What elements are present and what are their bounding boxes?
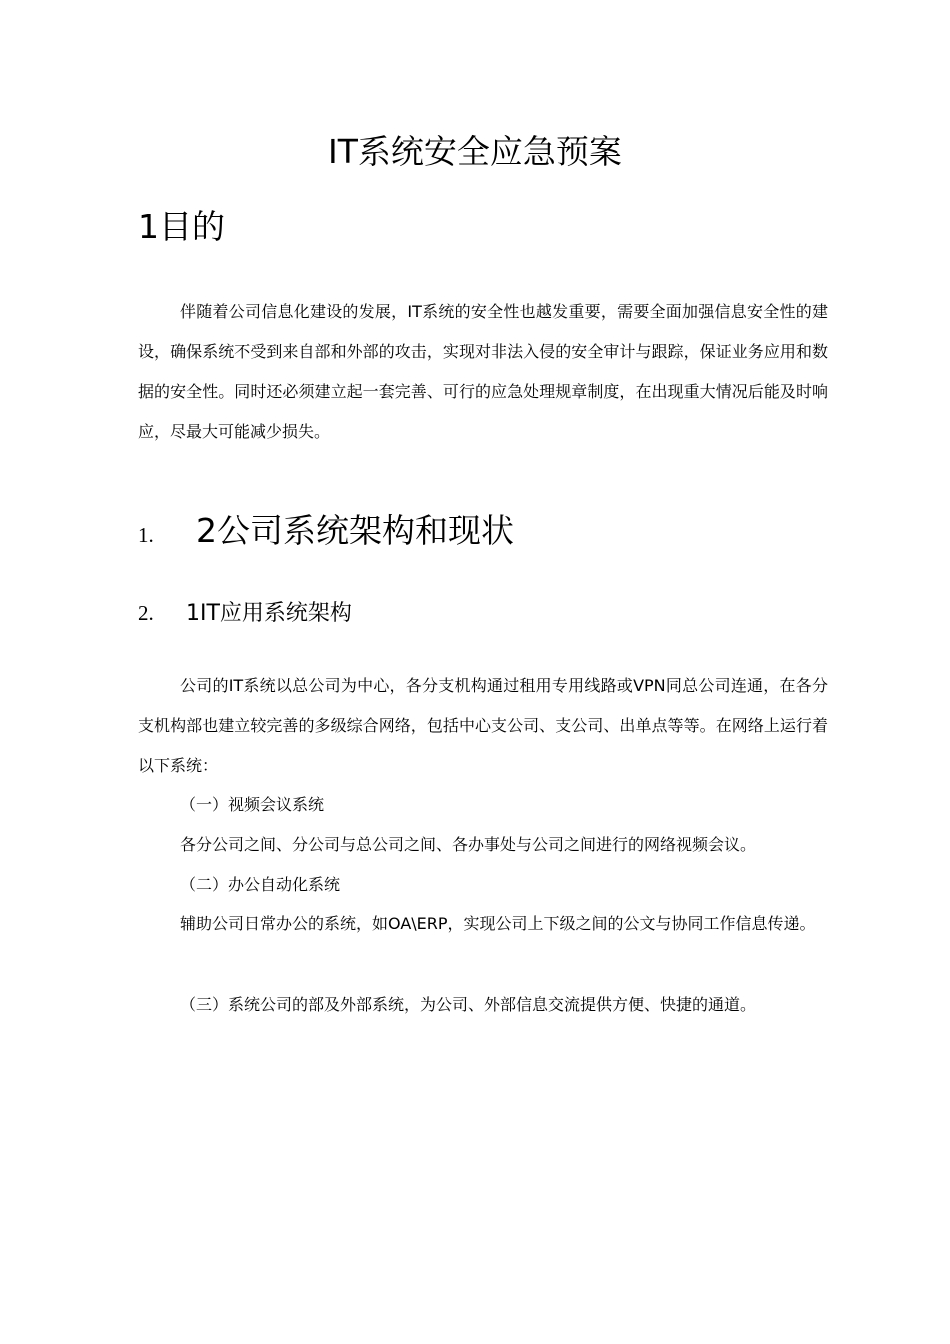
item2-title: （二）办公自动化系统 — [180, 875, 341, 894]
architecture-paragraph: 公司的IT系统以总公司为中心，各分支机构通过租用专用线路或VPN同总公司连通，在各分支机构部也建立较完善的多级综合网络，包括中心支公司、支公司、出单点等等。在网络上运行着以下系统： — [138, 676, 828, 775]
purpose-paragraph: 伴随着公司信息化建设的发展，IT系统的安全性也越发重要，需要全面加强信息安全性的建设，确保系统不受到来自部和外部的攻击，实现对非法入侵的安全审计与跟踪，保证业务应用和数据的安全性。同时还必须建立起一套完善、可行的应急处理规章制度，在出现重大情况后能及时响应，尽最大可能减少损失。 — [138, 302, 828, 441]
item1-description: 各分公司之间、分公司与总公司之间、各办事处与公司之间进行的网络视频会议。 — [180, 835, 757, 854]
document-title: IT系统安全应急预案 — [328, 132, 622, 171]
item1-title: （一）视频会议系统 — [180, 795, 325, 814]
subsection-heading-it-architecture — [138, 596, 352, 632]
section-heading-architecture — [138, 508, 514, 554]
subsection-heading-text: 1IT应用系统架构 — [186, 601, 352, 626]
section-number: 1. — [138, 523, 154, 547]
section-heading-purpose: 1目的 — [138, 207, 225, 246]
subsection-number: 2. — [138, 601, 154, 625]
item2-description: 辅助公司日常办公的系统，如OA\ERP，实现公司上下级之间的公文与协同工作信息传递。 — [180, 914, 816, 933]
section-heading-text: 2公司系统架构和现状 — [196, 511, 514, 550]
item3-text: （三）系统公司的部及外部系统，为公司、外部信息交流提供方便、快捷的通道。 — [180, 995, 757, 1014]
